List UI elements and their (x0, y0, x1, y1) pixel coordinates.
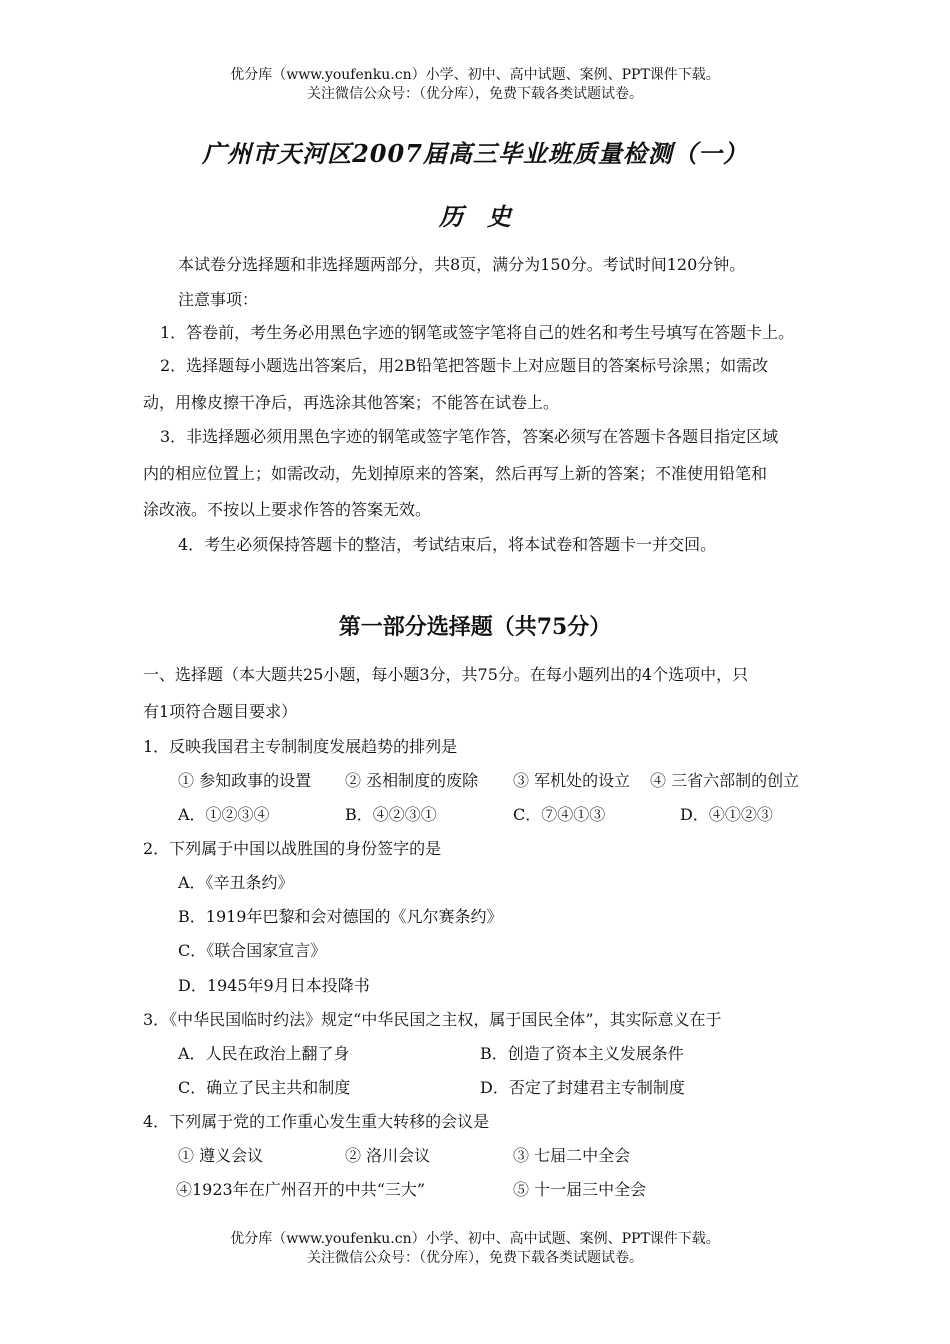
q3-option-b: B．创造了资本主义发展条件 (480, 1044, 684, 1063)
q1-item: ④ 三省六部制的创立 (650, 771, 800, 790)
q2-option-c: C．《联合国家宣言》 (178, 941, 327, 960)
q3-option-d: D．否定了封建君主专制制度 (480, 1078, 685, 1097)
note-4: 4．考生必须保持答题卡的整洁，考试结束后，将本试卷和答题卡一并交回。 (178, 535, 717, 554)
q4-item: ② 洛川会议 (345, 1146, 431, 1165)
header-line-1: 优分库（www.youfenku.cn）小学、初中、高中试题、案例、PPT课件下载。 (230, 67, 720, 83)
q2-option-b: B．1919年巴黎和会对德国的《凡尔赛条约》 (178, 907, 503, 926)
q4-item: ④1923年在广州召开的中共“三大” (176, 1180, 426, 1199)
subject-title: 历史 (439, 202, 535, 231)
note-3-line-1: 3．非选择题必须用黑色字迹的钢笔或签字笔作答，答案必须写在答题卡各题目指定区域 (160, 427, 779, 446)
q2-option-a: A．《辛丑条约》 (178, 873, 294, 892)
q1-option-c: C．⑦④①③ (513, 805, 606, 824)
note-3-line-3: 涂改液。不按以上要求作答的答案无效。 (143, 500, 432, 519)
notice-label: 注意事项： (178, 290, 259, 309)
q3-option-c: C．确立了民主共和制度 (178, 1078, 351, 1097)
note-3-line-2: 内的相应位置上；如需改动，先划掉原来的答案，然后再写上新的答案；不准使用铅笔和 (143, 464, 768, 483)
q4-item: ⑤ 十一届三中全会 (513, 1180, 647, 1199)
footer-line-1: 优分库（www.youfenku.cn）小学、初中、高中试题、案例、PPT课件下载。 (230, 1231, 720, 1247)
q1-option-b: B．④②③① (345, 805, 437, 824)
q4-stem: 4．下列属于党的工作重心发生重大转移的会议是 (143, 1112, 490, 1131)
q1-option-a: A．①②③④ (178, 805, 270, 824)
q4-item: ③ 七届二中全会 (513, 1146, 631, 1165)
q1-item: ③ 军机处的设立 (513, 771, 631, 790)
note-2-line-1: 2．选择题每小题选出答案后，用2B铅笔把答题卡上对应题目的答案标号涂黑；如需改 (160, 356, 769, 375)
q4-item: ① 遵义会议 (178, 1146, 264, 1165)
q1-stem: 1．反映我国君主专制制度发展趋势的排列是 (143, 737, 458, 756)
page-title: 广州市天河区2007届高三毕业班质量检测（一） (202, 139, 748, 168)
section-title: 第一部分选择题（共75分） (338, 614, 612, 640)
note-2-line-2: 动，用橡皮擦干净后，再选涂其他答案；不能答在试卷上。 (143, 393, 560, 412)
q1-item: ② 丞相制度的废除 (345, 771, 479, 790)
footer-line-2: 关注微信公众号：（优分库），免费下载各类试题试卷。 (307, 1250, 643, 1266)
instructions-line-1: 一、选择题（本大题共25小题，每小题3分，共75分。在每小题列出的4个选项中，只 (143, 665, 749, 684)
q1-option-d: D．④①②③ (680, 805, 773, 824)
q3-stem: 3．《中华民国临时约法》规定“中华民国之主权，属于国民全体”，其实际意义在于 (143, 1010, 722, 1029)
q2-stem: 2．下列属于中国以战胜国的身份签字的是 (143, 839, 442, 858)
q1-item: ① 参知政事的设置 (178, 771, 312, 790)
q3-option-a: A．人民在政治上翻了身 (178, 1044, 350, 1063)
instructions-line-2: 有1项符合题目要求） (143, 702, 298, 721)
intro-text: 本试卷分选择题和非选择题两部分，共8页，满分为150分。考试时间120分钟。 (178, 255, 746, 274)
q2-option-d: D．1945年9月日本投降书 (178, 976, 370, 995)
note-1: 1．答卷前，考生务必用黑色字迹的钢笔或签字笔将自己的姓名和考生号填写在答题卡上。 (160, 323, 795, 342)
header-line-2: 关注微信公众号：（优分库），免费下载各类试题试卷。 (307, 86, 643, 102)
